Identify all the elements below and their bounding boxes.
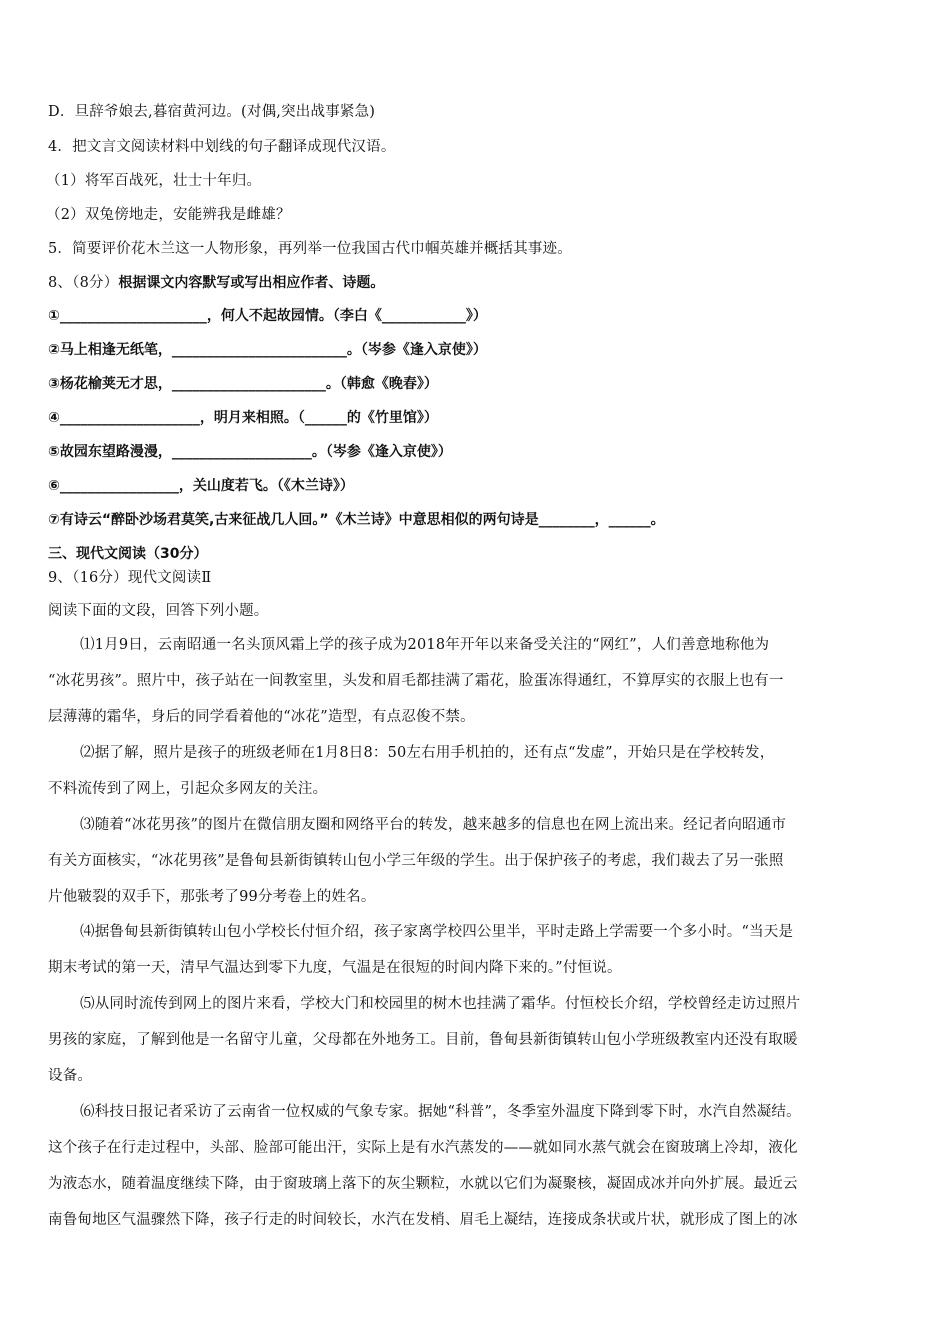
paragraph-5-line-2: 男孩的家庭，了解到他是一名留守儿童，父母都在外地务工。目前，鲁甸县新街镇转山包小学班级教室内还没有取暖 xyxy=(48,1032,798,1048)
q8-item-4: ④____________________，明月来相照。（______的《竹里馆》） xyxy=(48,410,438,426)
paragraph-1-line-1: ⑴1月9日，云南昭通一名头顶风霜上学的孩子成为2018年开年以来备受关注的“网红”，人们善意地称他为 xyxy=(80,637,770,653)
q8-item-7: ⑦有诗云“醉卧沙场君莫笑,古来征战几人回。”《木兰诗》中意思相似的两句诗是________，______。 xyxy=(48,512,665,528)
paragraph-6-line-1: ⑹科技日报记者采访了云南省一位权威的气象专家。据她“科普”，冬季室外温度下降到零下时，水汽自然凝结。 xyxy=(80,1104,801,1120)
section-3-heading: 三、现代文阅读（30分） xyxy=(48,546,208,562)
q8-item-3: ③杨花榆荚无才思，______________________。（韩愈《晚春》） xyxy=(48,376,438,392)
q8-item-2: ②马上相逢无纸笔，_________________________。（岑参《逢入京使》） xyxy=(48,342,487,358)
paragraph-1-line-3: 层薄薄的霜华，身后的同学看着他的“冰花”造型，有点忍俊不禁。 xyxy=(48,709,475,725)
paragraph-5-line-1: ⑸从同时流传到网上的图片来看，学校大门和校园里的树木也挂满了霜华。付恒校长介绍，学校曾经走访过照片 xyxy=(80,996,801,1012)
question-8-heading xyxy=(48,273,908,293)
q8-item-6: ⑥_________________，关山度若飞。（《木兰诗》） xyxy=(48,478,354,494)
paragraph-4-line-2: 期末考试的第一天，清早气温达到零下九度，气温是在很短的时间内降下来的。”付恒说。 xyxy=(48,960,622,976)
paragraph-1-line-2: “冰花男孩”。照片中，孩子站在一间教室里，头发和眉毛都挂满了霜花，脸蛋冻得通红，不算厚实的衣服上也有一 xyxy=(48,673,784,689)
paragraph-2-line-2: 不料流传到了网上，引起众多网友的关注。 xyxy=(48,781,328,797)
paragraph-3-line-1: ⑶随着“冰花男孩”的图片在微信朋友圈和网络平台的转发，越来越多的信息也在网上流出来。经记者向昭通市 xyxy=(80,817,787,833)
paragraph-4-line-1: ⑷据鲁甸县新街镇转山包小学校长付恒介绍，孩子家离学校四公里半，平时走路上学需要一个多小时。“当天是 xyxy=(80,924,794,940)
question-8-title: 根据课文内容默写或写出相应作者、诗题。 xyxy=(118,275,385,291)
paragraph-2-line-1: ⑵据了解，照片是孩子的班级老师在1月8日8：50左右用手机拍的，还有点“发虚”，开始只是在学校转发， xyxy=(80,745,775,761)
q8-item-1: ①_____________________，何人不起故园情。（李白《____________》） xyxy=(48,308,487,324)
question-4-part-1: （1）将军百战死，壮士十年归。 xyxy=(46,173,262,189)
paragraph-6-line-4: 南鲁甸地区气温骤然下降，孩子行走的时间较长，水汽在发梢、眉毛上凝结，连接成条状或片状，就形成了图上的冰 xyxy=(48,1212,798,1228)
paragraph-5-line-3: 设备。 xyxy=(48,1068,93,1084)
option-d: D．旦辞爷娘去,暮宿黄河边。(对偶,突出战事紧急) xyxy=(48,104,376,120)
paragraph-3-line-2: 有关方面核实，“冰花男孩”是鲁甸县新街镇转山包小学三年级的学生。出于保护孩子的考虑，我们裁去了另一张照 xyxy=(48,853,784,869)
question-8-prefix: 8、（8分） xyxy=(48,275,119,291)
question-4: 4．把文言文阅读材料中划线的句子翻译成现代汉语。 xyxy=(48,139,396,155)
paragraph-6-line-2: 这个孩子在行走过程中，头部、脸部可能出汗，实际上是有水汽蒸发的——就如同水蒸气就会在窗玻璃上冷却，液化 xyxy=(48,1140,798,1156)
question-9: 9、（16分）现代文阅读Ⅱ xyxy=(48,570,212,586)
paragraph-3-line-3: 片他皲裂的双手下，那张考了99分考卷上的姓名。 xyxy=(48,889,376,905)
q8-item-5: ⑤故园东望路漫漫，____________________。（岑参《逢入京使》） xyxy=(48,444,452,460)
question-4-part-2: （2）双兔傍地走，安能辨我是雌雄？ xyxy=(46,207,291,223)
question-5: 5．简要评价花木兰这一人物形象，再列举一位我国古代巾帼英雄并概括其事迹。 xyxy=(48,241,572,257)
paragraph-6-line-3: 为液态水，随着温度继续下降，由于窗玻璃上落下的灰尘颗粒，水就以它们为凝聚核，凝固成冰并向外扩展。最近云 xyxy=(48,1176,798,1192)
reading-instruction: 阅读下面的文段，回答下列小题。 xyxy=(48,603,269,619)
